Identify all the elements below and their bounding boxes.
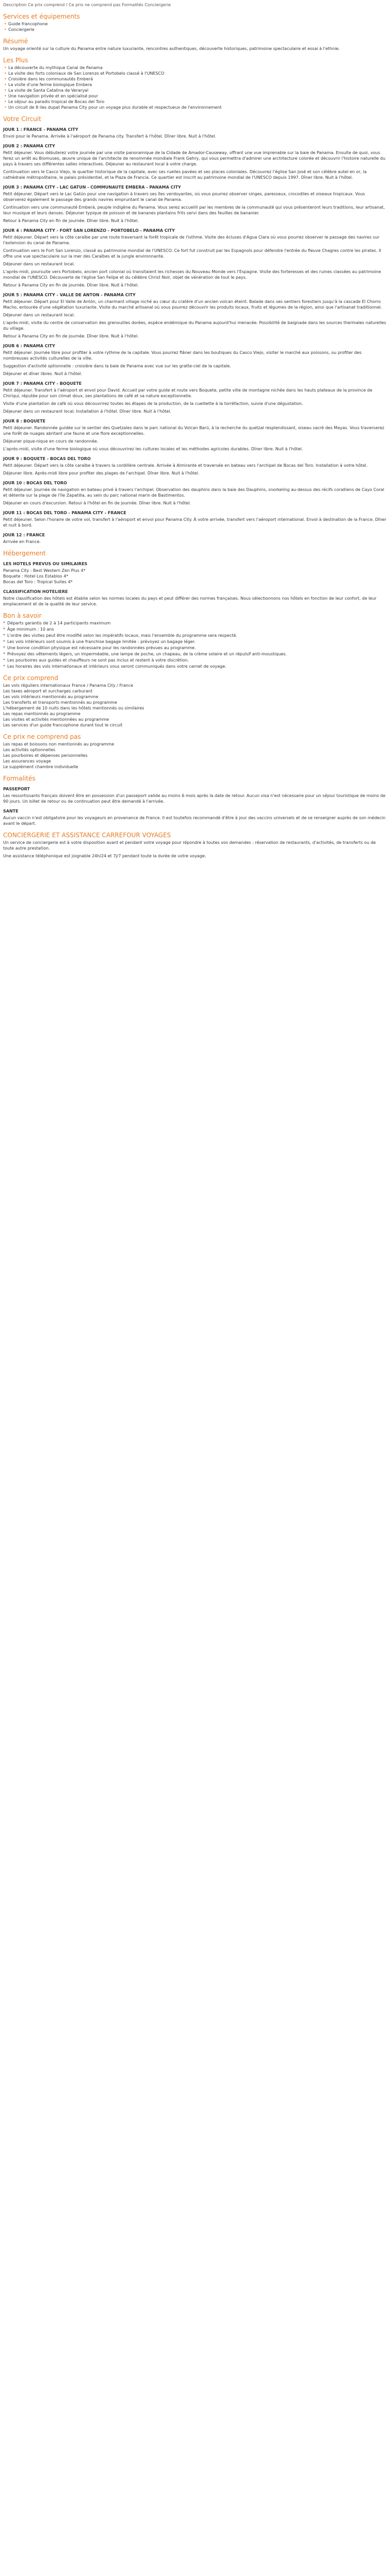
necomprend-title: Ce prix ne comprend pas <box>3 733 81 740</box>
day-paragraph: L'après-midi, visite d'une ferme biologique où vous découvrirez les cultures locales et les méthodes agricoles durables. Dîner libre. Nuit à l'hôtel. <box>3 447 303 451</box>
day-paragraph: Petit déjeuner. Départ pour El Valle de Antón, un charmant village niché au cœur du cratère d'un ancien volcan éteint. Balade dans ses sentiers forestiers jusqu'à la cascade El Chorro Macho, entourée d'une végétation luxuriante. Visite du marché artisanal où vous pourrez découvrir les produits locaux, fruits et légumes de la région, ainsi que l'artisanat traditionnel. <box>3 299 382 310</box>
day-paragraph: Petit déjeuner. Départ vers la côte caraïbe à travers la cordillère centrale. Arrivée à Almirante et traversée en bateau vers l'archipel de Bocas del Toro. Installation à votre hôtel. <box>3 463 368 468</box>
plus-item: • Une navigation privée et en spécialisé pour <box>3 93 388 99</box>
resume-text: Un voyage orienté sur la culture du Panama entre nature luxuriante, rencontres authentiques, découverte historiques, patrimoine spectaculaire et essai à l'ethnie. <box>3 46 340 51</box>
bonasavoir-item: * Une bonne condition physique est nécessaire pour les randonnées prévues au programme. <box>3 645 388 651</box>
plus-item: • La découverte du mythique Canal de Panama <box>3 65 388 71</box>
hotel-line: Panama City : Best Western Zen Plus 4* <box>3 568 86 573</box>
classification-text: Notre classification des hôtels est établie selon les normes locales du pays et peut différer des normes françaises. Nous sélectionnons nos hôtels en fonction de leur confort, de leur emplacement et de la qualité de leur service. <box>3 596 377 606</box>
necomprend-item: Les assurances voyage <box>3 759 51 764</box>
passeport-text: Les ressortissants français doivent être en possession d'un passeport valide au moins 6 mois après la date de retour. Aucun visa n'est nécessaire pour un séjour touristique de moins de 90 jours. Un billet de retour ou de continuation peut être demandé à l'arrivée. <box>3 793 386 804</box>
day-paragraph: Retour à Panama City en fin de journée. Dîner libre. Nuit à l'hôtel. <box>3 334 139 338</box>
day-paragraph: Petit déjeuner. Journée de navigation en bateau privé à travers l'archipel. Observation des dauphins dans la baie des Dauphins, snorkeling au-dessus des récifs coralliens de Cayo Coral et détente sur la plage de l'île Zapatilla, au sein du parc national marin de Bastimentos. <box>3 487 384 498</box>
bonasavoir-item: * Âge minimum : 10 ans <box>3 626 388 632</box>
plus-list <box>3 65 388 110</box>
bonasavoir-item: * Les horaires des vols internationaux et intérieurs vous seront communiqués dans votre carnet de voyage. <box>3 664 388 669</box>
day-paragraph: Suggestion d'activité optionnelle : croisière dans la baie de Panama avec vue sur les gratte-ciel de la capitale. <box>3 364 231 368</box>
comprend-item: Les visites et activités mentionnées au programme <box>3 717 109 722</box>
day-paragraph: Déjeuner pique-nique en cours de randonnée. <box>3 439 99 444</box>
necomprend-item: Le supplément chambre individuelle <box>3 765 78 769</box>
circuit-title: Votre Circuit <box>3 115 41 123</box>
day-heading: JOUR 2 : PANAMA CITY <box>3 144 55 148</box>
day-paragraph: Déjeuner et dîner libres. Nuit à l'hôtel. <box>3 371 83 376</box>
services-item: • Conciergerie <box>3 27 388 32</box>
plus-item: • La visite de Santa Catalina de Veraryal <box>3 88 388 93</box>
day-heading: JOUR 12 : FRANCE <box>3 533 45 537</box>
day-heading: JOUR 4 : PANAMA CITY - FORT SAN LORENZO - PORTOBELO - PANAMA CITY <box>3 228 175 233</box>
day-heading: JOUR 11 : BOCAS DEL TORO - PANAMA CITY - FRANCE <box>3 511 126 515</box>
comprend-item: L'hébergement de 10 nuits dans les hôtels mentionnés ou similaires <box>3 706 144 710</box>
plus-item: • La visite d'une ferme biologique Embera <box>3 82 388 88</box>
day-paragraph: Continuation vers le Fort San Lorenzo, classé au patrimoine mondial de l'UNESCO. Ce fort fut construit par les Espagnols pour défendre l'entrée du fleuve Chagres contre les pirates. Il offre une vue spectaculaire sur la mer des Caraïbes et la jungle environnante. <box>3 248 381 259</box>
bonasavoir-item: * L'ordre des visites peut être modifié selon les impératifs locaux, mais l'ensemble du programme sera respecté. <box>3 633 388 638</box>
plus-title: Les Plus <box>3 57 28 64</box>
day-paragraph: Petit déjeuner. Journée libre pour profiter à votre rythme de la capitale. Vous pourrez flâner dans les boutiques du Casco Viejo, visiter le marché aux poissons, ou profiter des nombreuses activités culturelles de la ville. <box>3 350 362 361</box>
bonasavoir-item: * Les vols intérieurs sont soumis à une franchise bagage limitée : prévoyez un bagage léger. <box>3 639 388 645</box>
services-list <box>3 21 388 32</box>
services-title: Services et équipements <box>3 13 80 20</box>
day-heading: JOUR 7 : PANAMA CITY - BOQUETE <box>3 381 82 386</box>
day-heading: JOUR 8 : BOQUETE <box>3 419 46 423</box>
bonasavoir-list <box>3 620 388 669</box>
bonasavoir-title: Bon à savoir <box>3 612 42 619</box>
passeport-title: PASSEPORT <box>3 787 30 791</box>
comprend-item: Les vols intérieurs mentionnés au programme <box>3 694 99 699</box>
day-paragraph: Déjeuner dans un restaurant local. <box>3 313 75 317</box>
conciergerie-text: Une assistance téléphonique est joignable 24h/24 et 7j/7 pendant toute la durée de votre voyage. <box>3 854 206 858</box>
day-paragraph: Visite d'une plantation de café où vous découvrirez toutes les étapes de la production, de la cueillette à la torréfaction, suivie d'une dégustation. <box>3 401 303 406</box>
day-paragraph: Continuation vers une communauté Emberá, peuple indigène du Panama. Vous serez accueilli par les membres de la communauté qui vous présenteront leurs traditions, leur artisanat, leur musique et leurs danses. Déjeuner typique de poisson et de bananes plantains frits servi dans des feuilles de bananier. <box>3 205 385 215</box>
necomprend-item: Les pourboires et dépenses personnelles <box>3 753 88 758</box>
comprend-item: Les transferts et transports mentionnés au programme <box>3 700 117 705</box>
bonasavoir-item: * Départs garantis de 2 à 14 participants maximum <box>3 620 388 626</box>
hebergement-title: Hébergement <box>3 550 46 557</box>
necomprend-item: Les repas et boissons non mentionnés au programme <box>3 742 115 747</box>
day-paragraph: Déjeuner dans un restaurant local. Installation à l'hôtel. Dîner libre. Nuit à l'hôtel. <box>3 409 172 414</box>
plus-item: • Un circuit de 8 iles dupat Panama City pour un voyage plus durable et respectueux de l'environnement <box>3 105 388 110</box>
plus-item: • La visite des forts coloniaux de San Lorenzo et Portobelo classé à l'UNESCO <box>3 71 388 76</box>
day-paragraph: Retour à Panama City en fin de journée. Dîner libre. Nuit à l'hôtel. <box>3 218 139 223</box>
day-paragraph: Déjeuner en cours d'excursion. Retour à l'hôtel en fin de journée. Dîner libre. Nuit à l'hôtel. <box>3 501 191 505</box>
day-paragraph: Petit déjeuner. Randonnée guidée sur le sentier des Quetzales dans le parc national du Volcan Barú, à la recherche du quetzal resplendissant, oiseau sacré des Mayas. Vous traverserez une forêt de nuages abritant une faune et une flore exceptionnelles. <box>3 426 385 436</box>
conciergerie-text: Un service de conciergerie est à votre disposition avant et pendant votre voyage pour répondre à toutes vos demandes : réservation de restaurants, d'activités, de transferts ou de toute autre prestation. <box>3 840 376 851</box>
bonasavoir-item: * Prévoyez des vêtements légers, un imperméable, une lampe de poche, un chapeau, de la crème solaire et un répulsif anti-moustiques. <box>3 651 388 657</box>
formalites-title: Formalités <box>3 775 36 782</box>
day-paragraph: Envol pour le Panama. Arrivée à l'aéroport de Panama city. Transfert à l'hôtel. Dîner libre. Nuit à l'hôtel. <box>3 134 217 139</box>
bonasavoir-item: * Les pourboires aux guides et chauffeurs ne sont pas inclus et restent à votre discrétion. <box>3 657 388 663</box>
day-heading: JOUR 6 : PANAMA CITY <box>3 344 55 348</box>
day-paragraph: Petit déjeuner. Vous débuterez votre journée par une visite panoramique de la Cidade de Amador-Causeway, offrant une vue imprenable sur la baie de Panama. Ensuite de quoi, vous ferez un arrêt au Biomuseo, œuvre unique de l'architecte de renommée mondiale Frank Gehry, qui vous permettra d'admirer une architecture colorée et découvrir l'histoire naturelle du pays à travers ses différentes salles interactives. Déjeuner au restaurant local à votre charge. <box>3 150 386 166</box>
comprend-title: Ce prix comprend <box>3 674 58 682</box>
classification-title: CLASSIFICATION HOTELIERE <box>3 589 68 594</box>
day-paragraph: Retour à Panama City en fin de journée. Dîner libre. Nuit à l'hôtel. <box>3 283 139 287</box>
day-heading: JOUR 10 : BOCAS DEL TORO <box>3 481 67 485</box>
hebergement-subtitle: LES HOTELS PREVUS OU SIMILAIRES <box>3 562 88 566</box>
sante-title: SANTE <box>3 809 19 814</box>
day-paragraph: L'après-midi, poursuite vers Portobelo, ancien port colonial où transitaient les richesses du Nouveau Monde vers l'Espagne. Visite des forteresses et des ruines classées au patrimoine mondial de l'UNESCO. Découverte de l'église San Felipe et du célèbre Christ Noir, objet de vénération de tout le pays. <box>3 269 381 280</box>
conciergerie-title: CONCIERGERIE ET ASSISTANCE CARREFOUR VOYAGES <box>3 832 171 839</box>
comprend-item: Les vols réguliers internationaux France / Panama City / France <box>3 683 134 688</box>
sante-text: Aucun vaccin n'est obligatoire pour les voyageurs en provenance de France. Il est toutefois recommandé d'être à jour des vaccins universels et de se renseigner auprès de son médecin avant le départ. <box>3 816 386 826</box>
day-paragraph: Petit déjeuner. Transfert à l'aéroport et envol pour David. Accueil par votre guide et route vers Boquete, petite ville de montagne nichée dans les hauts plateaux de la province de Chiriquí, réputée pour son climat doux, ses plantations de café et sa nature exceptionnelle. <box>3 388 372 398</box>
day-heading: JOUR 9 : BOQUETE - BOCAS DEL TORO <box>3 456 91 461</box>
day-paragraph: Petit déjeuner. Départ vers la côte caraïbe par une route traversant la forêt tropicale de l'isthme. Visite des écluses d'Agua Clara où vous pourrez observer le passage des navires sur l'extension du canal de Panama. <box>3 235 380 245</box>
day-paragraph: Déjeuner libre. Après-midi libre pour profiter des plages de l'archipel. Dîner libre. Nuit à l'hôtel. <box>3 471 200 476</box>
day-paragraph: L'après-midi, visite du centre de conservation des grenouilles dorées, espèce endémique du Panama aujourd'hui menacée. Possibilité de baignade dans les sources thermales naturelles du village. <box>3 320 386 331</box>
necomprend-item: Les activités optionnelles <box>3 748 56 752</box>
day-paragraph: Petit déjeuner. Départ vers le Lac Gatún pour une navigation à travers ses îles verdoyantes, où vous pourrez observer singes, paresseux, crocodiles et oiseaux tropicaux. Vous observerez également le passage des grands navires empruntant le canal de Panama. <box>3 192 365 202</box>
plus-item: • Le séjour au paradis tropical de Bocas del Toro <box>3 99 388 105</box>
resume-title: Résumé <box>3 38 28 45</box>
day-heading: JOUR 3 : PANAMA CITY - LAC GATUN - COMMUNAUTE EMBERA - PANAMA CITY <box>3 185 181 190</box>
hotel-line: Bocas del Toro : Tropical Suites 4* <box>3 580 73 584</box>
services-item: • Guide francophone <box>3 21 388 27</box>
comprend-item: Les repas mentionnés au programme <box>3 711 80 716</box>
comprend-item: Les services d'un guide francophone durant tout le circuit <box>3 723 123 727</box>
top-nav-links[interactable]: Description Ce prix comprend / Ce prix ne comprend pas Formalités Conciergerie <box>3 3 171 7</box>
day-heading: JOUR 5 : PANAMA CITY - VALLE DE ANTON - PANAMA CITY <box>3 293 136 297</box>
day-paragraph: Continuation vers le Casco Viejo, le quartier historique de la capitale, avec ses ruelles pavées et ses places coloniales. Découvrez l'église San José et son célèbre autel en or, la cathédrale métropolitaine, le palais présidentiel, et la Plaza de Francia. Ce quartier est inscrit au patrimoine mondial de l'UNESCO depuis 1997. Dîner libre. Nuit à l'hôtel. <box>3 170 367 180</box>
day-paragraph: Déjeuner dans un restaurant local. <box>3 262 75 266</box>
day-paragraph: Petit déjeuner. Selon l'horaire de votre vol, transfert à l'aéroport et envol pour Panama City. À votre arrivée, transfert vers l'aéroport international. Envol à destination de la France. Dîner et nuit à bord. <box>3 517 386 528</box>
hotel-line: Boquete : Hotel Los Establos 4* <box>3 574 69 579</box>
circuit-days <box>3 127 388 545</box>
day-paragraph: Arrivée en France. <box>3 539 41 544</box>
day-heading: JOUR 1 : FRANCE - PANAMA CITY <box>3 127 78 132</box>
comprend-item: Les taxes aéroport et surcharges carburant <box>3 689 93 693</box>
plus-item: • Croisière dans les communautés Emberá <box>3 76 388 82</box>
